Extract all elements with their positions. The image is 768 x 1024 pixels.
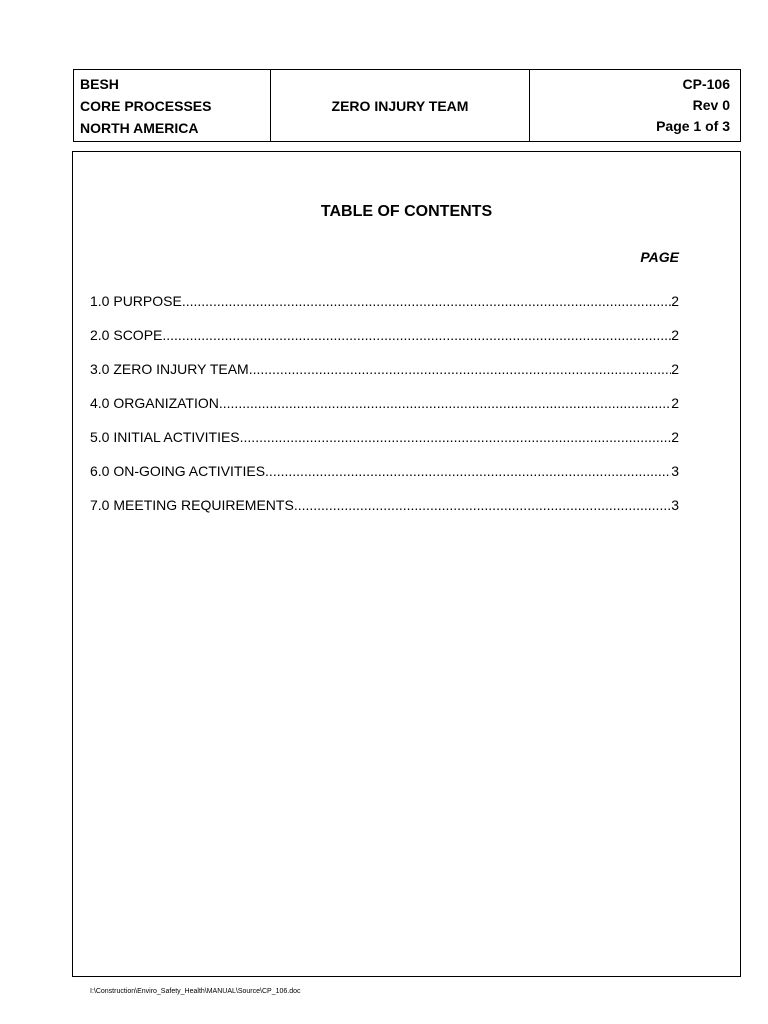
toc-entry-label: 6.0 ON-GOING ACTIVITIES [90,463,266,479]
toc-entry-page: 2 [671,361,679,377]
toc-leader-dots [162,327,671,344]
org-line-1: BESH [80,75,119,92]
org-line-2: CORE PROCESSES [80,97,212,114]
toc-entry-scope[interactable] [90,327,679,361]
toc-entry-label: 3.0 ZERO INJURY TEAM [90,361,249,377]
toc-entry-label: 4.0 ORGANIZATION [90,395,219,411]
toc-leader-dots [249,361,671,378]
page-column-label: PAGE [640,249,679,265]
toc-entry-page: 2 [671,327,679,343]
toc-entry-page: 2 [671,293,679,309]
toc-list [90,293,679,531]
toc-entry-label: 5.0 INITIAL ACTIVITIES [90,429,240,445]
toc-entry-organization[interactable] [90,395,679,429]
document-title: ZERO INJURY TEAM [271,70,530,142]
organization-cell [74,70,271,142]
toc-leader-dots [265,463,671,480]
toc-entry-page: 3 [671,463,679,479]
toc-leader-dots [294,497,671,514]
toc-leader-dots [219,395,671,412]
toc-entry-meeting-requirements[interactable] [90,497,679,531]
document-header [73,69,741,142]
toc-leader-dots [182,293,671,310]
toc-entry-on-going-activities[interactable] [90,463,679,497]
org-line-3: NORTH AMERICA [80,119,199,136]
toc-entry-initial-activities[interactable] [90,429,679,463]
toc-entry-page: 2 [671,429,679,445]
revision: Rev 0 [692,97,730,113]
content-frame [72,151,741,977]
file-path-footer: I:\Construction\Enviro_Safety_Health\MANUAL\Source\CP_106.doc [90,988,301,995]
toc-entry-label: 7.0 MEETING REQUIREMENTS [90,497,294,513]
toc-entry-label: 2.0 SCOPE [90,327,163,343]
toc-entry-label: 1.0 PURPOSE [90,293,182,309]
toc-entry-purpose[interactable] [90,293,679,327]
doc-number: CP-106 [682,76,730,92]
toc-entry-zero-injury-team[interactable] [90,361,679,395]
toc-entry-page: 3 [671,497,679,513]
toc-title: TABLE OF CONTENTS [320,203,493,220]
page-info: Page 1 of 3 [656,118,730,134]
toc-entry-page: 2 [671,395,679,411]
document-meta-cell [530,70,741,142]
toc-leader-dots [240,429,672,446]
